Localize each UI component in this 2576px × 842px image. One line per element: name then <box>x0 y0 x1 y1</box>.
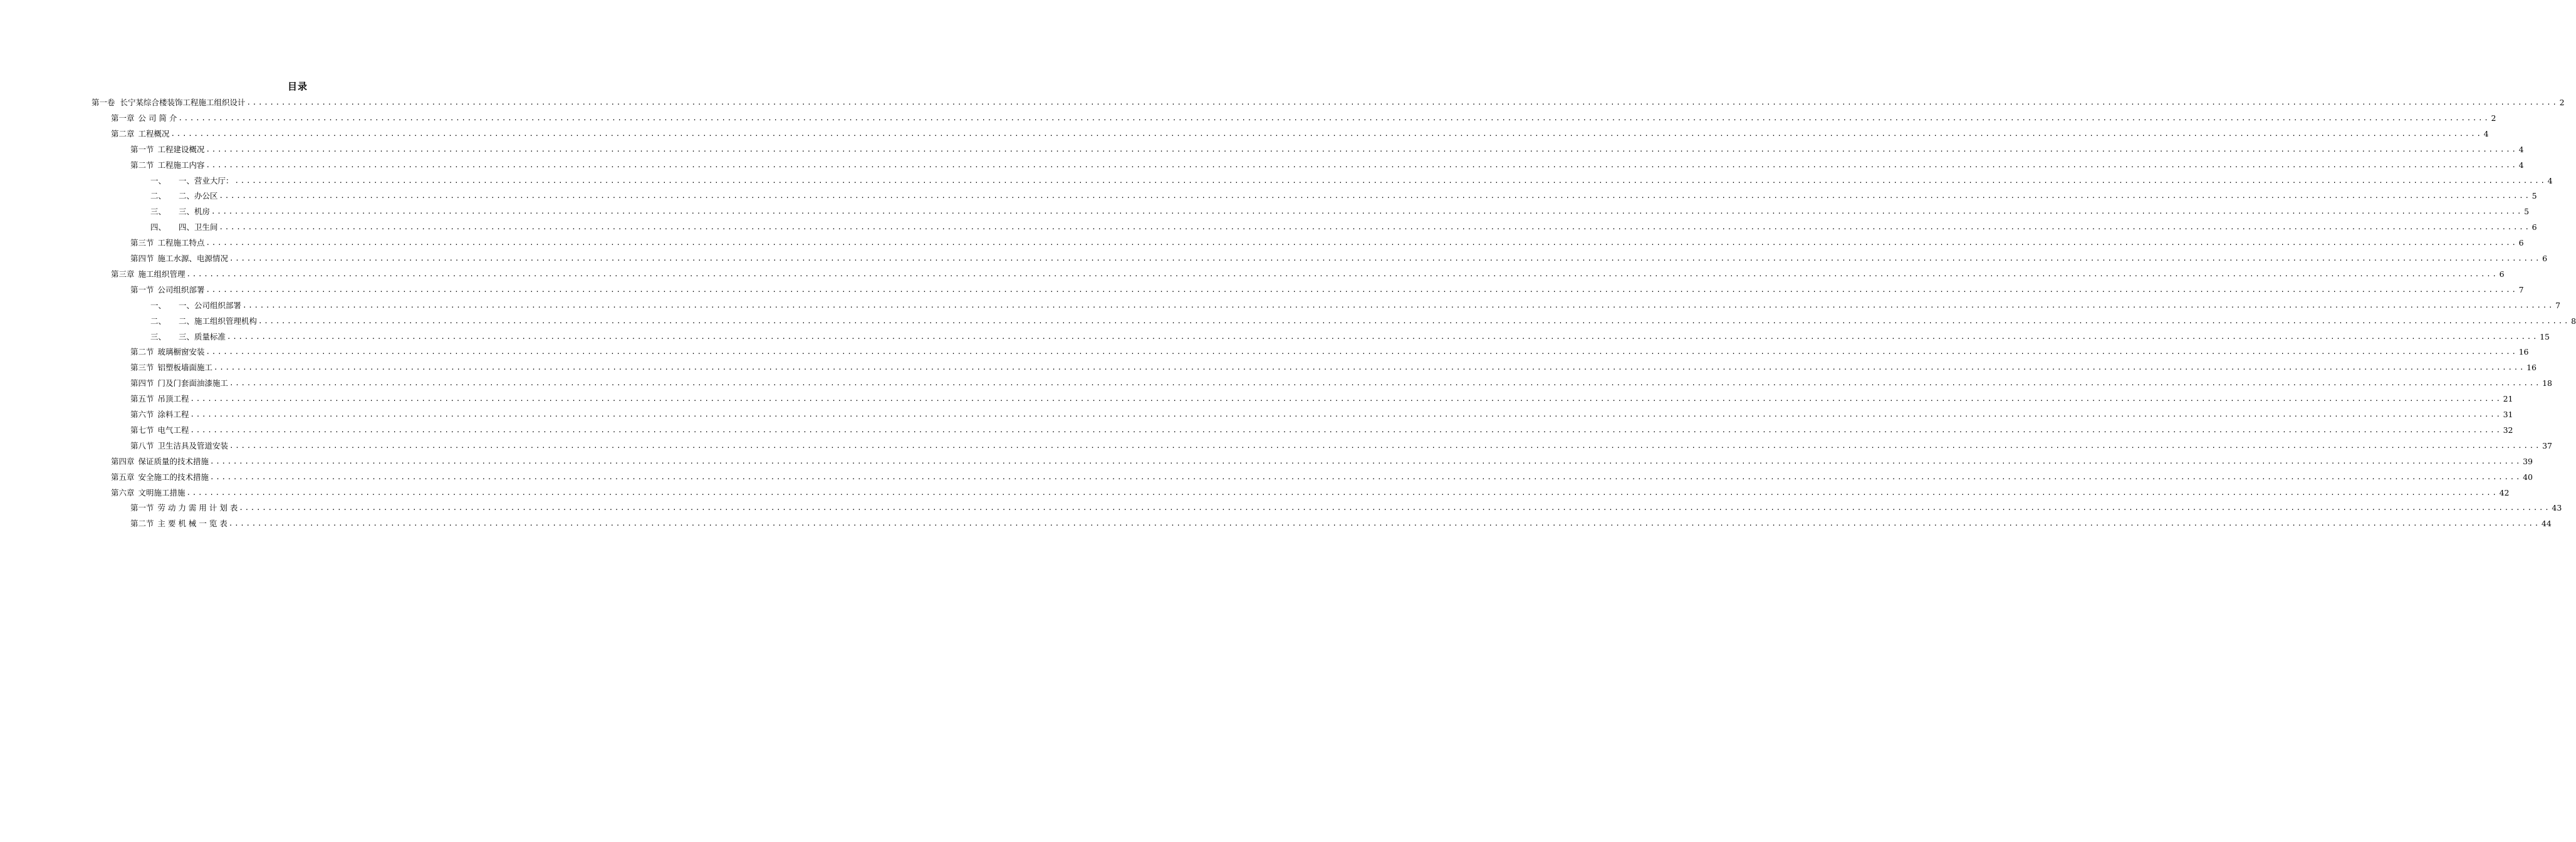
toc-entry-number: 第五节 <box>130 394 154 404</box>
toc-entry-page-number: 40 <box>2523 472 2533 482</box>
toc-entry[interactable] <box>130 157 2524 170</box>
toc-entry[interactable] <box>130 141 2524 155</box>
toc-entry-page-number: 16 <box>2518 347 2529 357</box>
toc-dot-leader: ................................................................................................................................................................................................................................................................................................................................................................................................................ <box>229 254 2542 262</box>
toc-dot-leader: ................................................................................................................................................................................................................................................................................................................................................................................................................ <box>190 425 2502 434</box>
toc-entry-title: 保证质量的技术措施 <box>138 456 209 466</box>
toc-entry[interactable] <box>130 390 2513 404</box>
toc-title: 目录 <box>287 81 308 92</box>
toc-dot-leader: ................................................................................................................................................................................................................................................................................................................................................................................................................ <box>214 363 2526 372</box>
toc-entry[interactable] <box>130 437 2552 451</box>
toc-entry-number: 第一节 <box>130 144 154 154</box>
toc-dot-leader: ................................................................................................................................................................................................................................................................................................................................................................................................................ <box>206 348 2518 356</box>
toc-entry-page-number: 6 <box>2542 254 2548 263</box>
toc-entry-page-number: 44 <box>2541 519 2552 529</box>
toc-entry[interactable] <box>150 328 2550 342</box>
toc-entry[interactable] <box>111 484 2510 498</box>
toc-entry-page-number: 7 <box>2518 284 2524 294</box>
toc-entry-title: 工程建设概况 <box>157 144 205 154</box>
toc-entry[interactable] <box>130 422 2513 435</box>
toc-entry-number: 第二节 <box>130 519 154 529</box>
toc-entry-page-number: 4 <box>2483 128 2489 138</box>
toc-entry-title: 二、施工组织管理机构 <box>179 316 258 326</box>
toc-dot-leader: ................................................................................................................................................................................................................................................................................................................................................................................................................ <box>210 472 2522 481</box>
toc-entry[interactable] <box>150 172 2553 186</box>
toc-dot-leader: ................................................................................................................................................................................................................................................................................................................................................................................................................ <box>228 519 2540 528</box>
toc-dot-leader: ................................................................................................................................................................................................................................................................................................................................................................................................................ <box>170 129 2483 138</box>
toc-entry[interactable] <box>130 343 2529 357</box>
toc-dot-leader: ................................................................................................................................................................................................................................................................................................................................................................................................................ <box>206 285 2518 294</box>
toc-entry-page-number: 6 <box>2518 238 2524 248</box>
toc-dot-leader: ................................................................................................................................................................................................................................................................................................................................................................................................................ <box>178 113 2490 122</box>
toc-entry-page-number: 43 <box>2552 503 2562 513</box>
toc-entry-title: 施工组织管理 <box>138 269 185 279</box>
toc-entry-number: 二、 <box>150 191 167 201</box>
toc-entry-title: 长宁某综合楼装饰工程施工组织设计 <box>120 98 246 107</box>
toc-entry-title: 涂料工程 <box>157 410 189 419</box>
toc-entry[interactable] <box>111 469 2533 482</box>
toc-dot-leader: ................................................................................................................................................................................................................................................................................................................................................................................................................ <box>219 192 2531 200</box>
toc-dot-leader: ................................................................................................................................................................................................................................................................................................................................................................................................................ <box>186 488 2498 497</box>
toc-entry-title: 三、机房 <box>179 207 211 217</box>
toc-entry[interactable] <box>130 499 2562 513</box>
toc-dot-leader: ................................................................................................................................................................................................................................................................................................................................................................................................................ <box>206 145 2518 153</box>
toc-entry-title: 工程概况 <box>138 128 170 138</box>
toc-entry-number: 第六章 <box>111 487 135 497</box>
toc-entry-number: 四、 <box>150 222 167 232</box>
toc-dot-leader: ................................................................................................................................................................................................................................................................................................................................................................................................................ <box>186 269 2498 278</box>
toc-entry-number: 第六节 <box>130 410 154 419</box>
toc-entry-page-number: 39 <box>2523 456 2533 466</box>
toc-entry[interactable] <box>150 187 2537 201</box>
toc-entry-page-number: 15 <box>2540 331 2550 341</box>
toc-entry-number: 第一节 <box>130 284 154 294</box>
toc-entry[interactable] <box>130 375 2552 388</box>
toc-entry-number: 一、 <box>150 175 167 185</box>
toc-dot-leader: ................................................................................................................................................................................................................................................................................................................................................................................................................ <box>190 410 2502 418</box>
toc-entry-title: 公 司 简 介 <box>138 113 177 123</box>
toc-entry-title: 一、公司组织部署 <box>179 300 242 310</box>
toc-entry-number: 第二节 <box>130 160 154 170</box>
toc-entry[interactable] <box>150 297 2561 311</box>
toc-dot-leader: ................................................................................................................................................................................................................................................................................................................................................................................................................ <box>258 316 2570 325</box>
toc-entry-title: 门及门套面油漆施工 <box>157 378 229 388</box>
toc-entry[interactable] <box>130 359 2537 373</box>
toc-entry-page-number: 32 <box>2503 425 2513 435</box>
toc-dot-leader: ................................................................................................................................................................................................................................................................................................................................................................................................................ <box>211 207 2523 216</box>
toc-dot-leader: ................................................................................................................................................................................................................................................................................................................................................................................................................ <box>190 395 2502 403</box>
toc-entry-number: 第一节 <box>130 503 154 513</box>
toc-entry-title: 玻璃橱窗安装 <box>157 347 205 357</box>
toc-entry[interactable] <box>150 313 2576 326</box>
toc-entry[interactable] <box>130 234 2524 248</box>
toc-dot-leader: ................................................................................................................................................................................................................................................................................................................................................................................................................ <box>227 332 2539 341</box>
toc-dot-leader: ................................................................................................................................................................................................................................................................................................................................................................................................................ <box>246 98 2558 107</box>
toc-entry-number: 第八节 <box>130 440 154 450</box>
toc-dot-leader: ................................................................................................................................................................................................................................................................................................................................................................................................................ <box>229 441 2542 450</box>
toc-entry-page-number: 4 <box>2547 175 2553 185</box>
toc-dot-leader: ................................................................................................................................................................................................................................................................................................................................................................................................................ <box>239 504 2551 512</box>
toc-entry-page-number: 18 <box>2542 378 2552 388</box>
toc-dot-leader: ................................................................................................................................................................................................................................................................................................................................................................................................................ <box>229 379 2542 388</box>
toc-entry-page-number: 2 <box>2491 113 2496 123</box>
toc-entry-number: 三、 <box>150 207 167 217</box>
toc-dot-leader: ................................................................................................................................................................................................................................................................................................................................................................................................................ <box>206 160 2518 169</box>
toc-entry-title: 电气工程 <box>157 425 189 435</box>
toc-dot-leader: ................................................................................................................................................................................................................................................................................................................................................................................................................ <box>206 239 2518 247</box>
toc-entry-number: 第七节 <box>130 425 154 435</box>
toc-entry-number: 第二节 <box>130 347 154 357</box>
toc-entry-number: 一、 <box>150 300 167 310</box>
toc-entry-title: 铝塑板墙面施工 <box>157 363 213 373</box>
toc-entry-number: 第四节 <box>130 254 154 263</box>
toc-entry-title: 一、营业大厅： <box>179 175 234 185</box>
toc-entry-title: 文明施工措施 <box>138 487 185 497</box>
toc-entry-title: 公司组织部署 <box>157 284 205 294</box>
toc-entry[interactable] <box>111 110 2496 123</box>
toc-dot-leader: ................................................................................................................................................................................................................................................................................................................................................................................................................ <box>242 301 2555 309</box>
toc-entry-title: 吊顶工程 <box>157 394 189 404</box>
toc-dot-leader: ................................................................................................................................................................................................................................................................................................................................................................................................................ <box>219 223 2531 232</box>
toc-entry-page-number: 6 <box>2532 222 2537 232</box>
toc-entry-number: 第三节 <box>130 238 154 248</box>
toc-entry-number: 三、 <box>150 331 167 341</box>
toc-entry-title: 工程施工特点 <box>157 238 205 248</box>
toc-entry-title: 二、办公区 <box>179 191 218 201</box>
toc-entry-title: 四、卫生间 <box>179 222 218 232</box>
toc-entry-page-number: 31 <box>2503 410 2513 419</box>
toc-entry[interactable] <box>150 219 2537 232</box>
toc-entry-number: 第四节 <box>130 378 154 388</box>
toc-entry-number: 第二章 <box>111 128 135 138</box>
toc-entry-title: 劳 动 力 需 用 计 划 表 <box>157 503 238 513</box>
toc-entry[interactable] <box>130 250 2548 264</box>
toc-entry-title: 卫生洁具及管道安装 <box>157 440 229 450</box>
toc-entry[interactable] <box>150 203 2530 217</box>
toc-entry-number: 第三节 <box>130 363 154 373</box>
toc-entry-number: 第四章 <box>111 456 135 466</box>
toc-entry[interactable] <box>130 406 2513 420</box>
toc-entry-page-number: 8 <box>2571 316 2576 326</box>
toc-entry-number: 二、 <box>150 316 167 326</box>
toc-entry-number: 第五章 <box>111 472 135 482</box>
toc-entry-page-number: 2 <box>2559 98 2565 107</box>
toc-entry-page-number: 5 <box>2532 191 2537 201</box>
toc-entry[interactable] <box>111 453 2533 467</box>
toc-entry-number: 第一章 <box>111 113 135 123</box>
toc-entry[interactable] <box>111 125 2489 139</box>
toc-entry-number: 第一卷 <box>91 98 115 107</box>
toc-entry-page-number: 37 <box>2542 440 2552 450</box>
toc-entry-title: 安全施工的技术措施 <box>138 472 209 482</box>
toc-entry-page-number: 5 <box>2524 207 2530 217</box>
toc-entry-title: 三、质量标准 <box>179 331 226 341</box>
toc-entry-title: 工程施工内容 <box>157 160 205 170</box>
toc-entry-page-number: 42 <box>2499 487 2510 497</box>
toc-entry-title: 施工水源、电源情况 <box>157 254 229 263</box>
toc-entry-page-number: 6 <box>2499 269 2505 279</box>
toc-entry[interactable] <box>91 94 2565 108</box>
toc-entry-title: 主 要 机 械 一 览 表 <box>157 519 227 529</box>
toc-entry-number: 第三章 <box>111 269 135 279</box>
toc-entry[interactable] <box>111 266 2505 279</box>
toc-dot-leader: ................................................................................................................................................................................................................................................................................................................................................................................................................ <box>210 457 2522 465</box>
toc-entry-page-number: 16 <box>2526 363 2537 373</box>
toc-entry[interactable] <box>130 515 2552 529</box>
toc-entry-page-number: 21 <box>2503 394 2513 404</box>
toc-entry[interactable] <box>130 281 2524 295</box>
toc-dot-leader: ................................................................................................................................................................................................................................................................................................................................................................................................................ <box>234 176 2547 185</box>
toc-entry-page-number: 4 <box>2518 160 2524 170</box>
toc-entry-page-number: 7 <box>2555 300 2561 310</box>
toc-entry-page-number: 4 <box>2518 144 2524 154</box>
